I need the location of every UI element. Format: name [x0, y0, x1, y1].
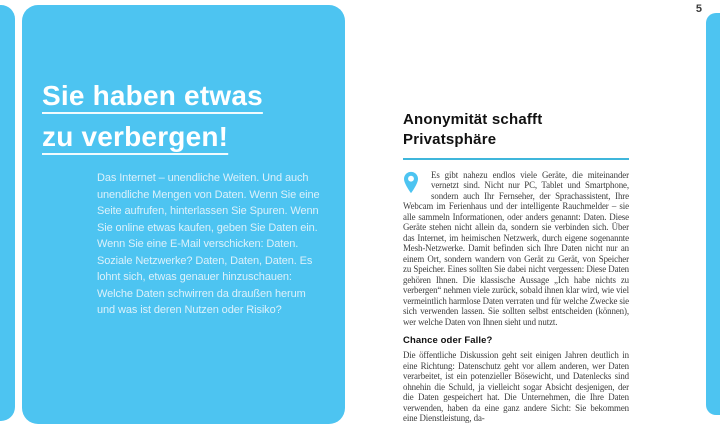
panel-title — [42, 75, 263, 158]
article-subheading: Chance oder Falle? — [403, 335, 493, 347]
intro-panel — [22, 5, 345, 424]
panel-title-line-1: Sie haben etwas — [42, 80, 263, 111]
page-number: 5 — [695, 3, 702, 15]
article-paragraph-1 — [403, 170, 629, 328]
previous-page-edge — [0, 5, 15, 421]
next-page-edge — [706, 13, 720, 415]
location-pin-icon — [403, 171, 427, 197]
article-title — [403, 110, 629, 160]
panel-intro-text: Das Internet – unendliche Weiten. Und auch unendliche Mengen von Daten. Wenn Sie eine Seite aufrufen, hinterlassen Sie Spuren. Wenn Sie online etwas kaufen, geben Sie Daten ein. Wenn Sie eine E-Mail verschicken: Daten. Soziale Netzwerke? Daten, Daten, Daten. Es lohnt sich, etwas genauer hinzuschauen: Welche Daten schwirren da draußen herum und was ist deren Nutzen oder Risiko? — [97, 172, 320, 316]
article-paragraph-2: Die öffentliche Diskussion geht seit einigen Jahren deutlich in eine Richtung: Datenschutz geht vor allem anderen, wer Daten verarbeitet, ist ein potenzieller Bösewicht, und Datenlecks sind ohnehin die Schuld, ja vielleicht sogar Absicht desjenigen, der die Daten gespeichert hat. Die Unternehmen, die Ihre Daten verwenden, haben da eine ganz andere Sicht: Sie bekommen eine Dienstleistung, da- — [403, 350, 629, 424]
article-title-line-1: Anonymität schafft — [403, 111, 543, 128]
article-paragraph-1-text: Es gibt nahezu endlos viele Geräte, die miteinander vernetzt sind. Nicht nur PC, Tablet und Smartphone, sondern auch Ihr Fernseher, der Sprachassistent, Ihre Webcam im Ferienhaus und der intelligente Rauchmelder – sie alle sammeln Informationen, oder anders genannt: Daten. Diese Geräte stehen nicht allein da, sondern sie verbinden sich. Über das Internet, im heimischen Netzwerk, durch eigene sogenannte Mesh-Netzwerke. Damit befinden sich Ihre Daten nicht nur an einem Ort, sondern wandern von Gerät zu Gerät, von Speicher zu Speicher. Eines sollten Sie dabei nicht vergessen: Diese Daten gehören Ihnen. Die klassische Aussage „Ich habe nichts zu verbergen“ nehmen viele zurück, sobald ihnen klar wird, wie viel vermeintlich harmlose Daten verraten und für welche Zwecke sie sich verwenden lassen. Sie sollten selbst entscheiden (können), wer welche Daten von Ihnen sieht und nutzt. — [403, 169, 629, 327]
panel-title-line-2: zu verbergen! — [42, 121, 229, 153]
article-column — [403, 110, 629, 424]
article-title-line-2: Privatsphäre — [403, 130, 497, 148]
